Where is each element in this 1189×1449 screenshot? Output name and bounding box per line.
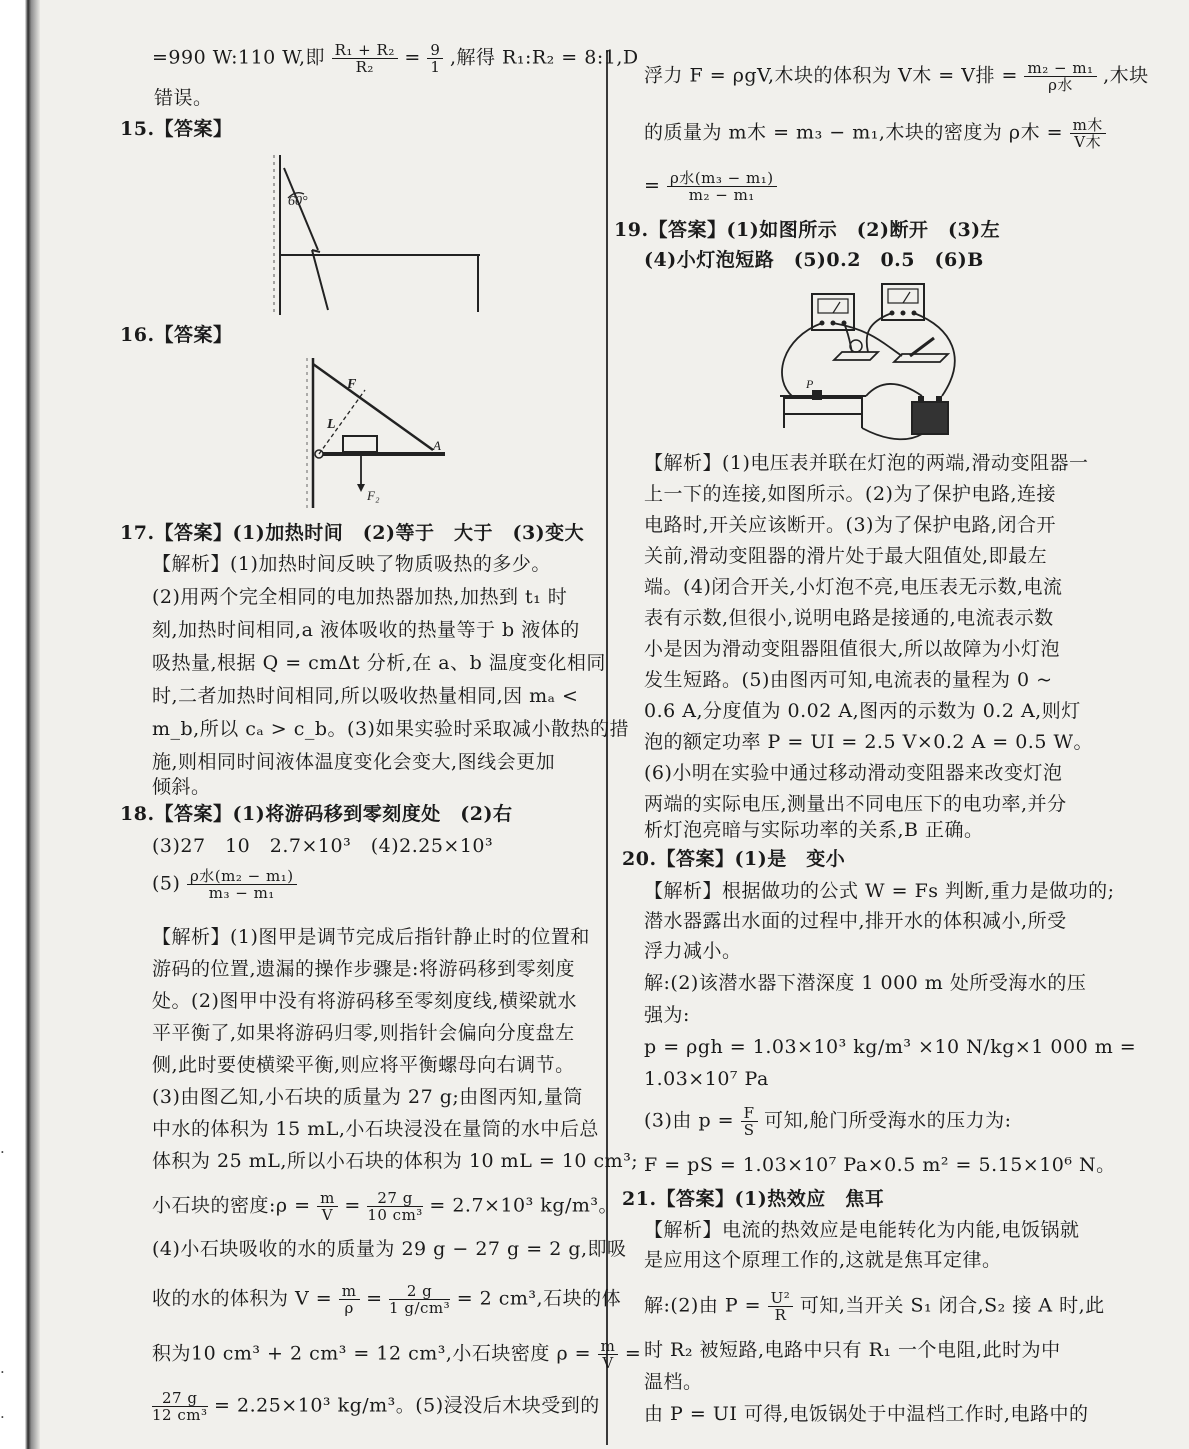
q17-line: 施,则相同时间液体温度变化会变大,图线会更加 [152, 751, 556, 773]
q18-line: 处。(2)图甲中没有将游码移至零刻度线,横梁就水 [152, 990, 577, 1012]
numerator: ρ水(m₃ − m₁) [667, 170, 777, 187]
text: 解:(2)由 P = [644, 1294, 762, 1317]
fraction [317, 1190, 338, 1223]
text: = [624, 1342, 642, 1365]
numerator: F [741, 1105, 758, 1122]
question-18-answer: 18.【答案】(1)将游码移到零刻度处 (2)右 [120, 803, 513, 825]
numerator: 27 g [367, 1190, 423, 1207]
label-F2: F₂ [367, 488, 380, 503]
numerator: m₂ − m₁ [1024, 60, 1096, 77]
q21-line: 时 R₂ 被短路,电路中只有 R₁ 一个电阻,此时为中 [644, 1339, 1061, 1361]
text: = 2.7×10³ kg/m³。 [429, 1194, 619, 1217]
question-21-answer: 21.【答案】(1)热效应 焦耳 [622, 1188, 885, 1210]
q18-line: 平平衡了,如果将游码归零,则指针会偏向分度盘左 [152, 1022, 575, 1044]
text: = [366, 1287, 383, 1310]
q21-line: 【解析】电流的热效应是电能转化为内能,电饭锅就 [644, 1219, 1080, 1241]
q19-line: 电路时,开关应该断开。(3)为了保护电路,闭合开 [644, 514, 1056, 536]
q20-line: 潜水器露出水面的过程中,排开水的体积减小,所受 [644, 910, 1067, 932]
q17-line: 吸热量,根据 Q = cmΔt 分析,在 a、b 温度变化相同 [152, 652, 606, 674]
book-spine [0, 0, 40, 1449]
question-19-answer: 19.【答案】(1)如图所示 (2)断开 (3)左 [614, 219, 1001, 241]
text: 可知,当开关 S₁ 闭合,S₂ 接 A 时,此 [799, 1294, 1105, 1317]
q20-line: 解:(2)该潜水器下潜深度 1 000 m 处所受海水的压 [644, 972, 1087, 994]
fraction [152, 1390, 208, 1423]
question-17-answer: 17.【答案】(1)加热时间 (2)等于 大于 (3)变大 [120, 522, 585, 544]
text: 收的水的体积为 V = [152, 1287, 333, 1310]
text: (3)由 p = [644, 1109, 735, 1132]
label-A: A [433, 438, 441, 453]
denominator: V [321, 1206, 334, 1224]
q18-line [152, 1390, 600, 1423]
text: 的质量为 m木 = m₃ − m₁,木块的密度为 ρ木 = [644, 121, 1064, 144]
text: (5) [152, 872, 181, 895]
numerator: U² [768, 1290, 794, 1307]
text: ,解得 R₁:R₂ = 8:1,D [449, 46, 639, 69]
text: 浮力 F = ρgV,木块的体积为 V木 = V排 = [644, 64, 1018, 87]
numerator: m [339, 1283, 360, 1300]
denominator: V木 [1074, 133, 1102, 151]
q20-line: 【解析】根据做功的公式 W = Fs 判断,重力是做功的; [644, 880, 1115, 902]
label-F: F [347, 377, 357, 392]
denominator: S [743, 1121, 755, 1139]
q19-line: 端。(4)闭合开关,小灯泡不亮,电压表无示数,电流 [644, 576, 1063, 598]
q21-line: 温档。 [644, 1371, 703, 1393]
text: =990 W:110 W,即 [152, 46, 326, 69]
q18-line: 中水的体积为 15 mL,小石块浸没在量筒的水中后总 [152, 1118, 599, 1140]
fraction [187, 868, 297, 901]
label-L: L [327, 417, 336, 432]
q19-line: 两端的实际电压,测量出不同电压下的电功率,并分 [644, 793, 1067, 815]
q19-line: 泡的额定功率 P = UI = 2.5 V×0.2 A = 0.5 W。 [644, 731, 1093, 753]
text-line: 错误。 [154, 87, 213, 109]
angle-label: 60° [288, 194, 308, 209]
q18-volume-line [152, 1283, 621, 1316]
q19-line: (6)小明在实验中通过移动滑动变阻器来改变灯泡 [644, 762, 1063, 784]
q21-line: 由 P = UI 可得,电饭锅处于中温档工作时,电路中的 [644, 1403, 1089, 1425]
q17-line: 时,二者加热时间相同,所以吸收热量相同,因 mₐ < [152, 685, 579, 707]
text: 小石块的密度:ρ = [152, 1194, 311, 1217]
denominator: ρ [344, 1299, 354, 1317]
q17-line: 刻,加热时间相同,a 液体吸收的热量等于 b 液体的 [152, 619, 580, 641]
denominator: ρ水 [1048, 76, 1073, 94]
question-19-answer: (4)小灯泡短路 (5)0.2 0.5 (6)B [644, 249, 984, 271]
question-15-heading: 15.【答案】 [120, 118, 233, 140]
q17-line: (2)用两个完全相同的电加热器加热,加热到 t₁ 时 [152, 586, 568, 608]
q20-line: 强为: [644, 1004, 690, 1026]
text: = [404, 46, 421, 69]
q19-line: 关前,滑动变阻器的滑片处于最大阻值处,即最左 [644, 545, 1048, 567]
label-P: P [806, 377, 814, 391]
denominator: 10 cm³ [367, 1206, 423, 1224]
q18-line [152, 1338, 641, 1371]
denominator: m₂ − m₁ [688, 186, 755, 204]
q18-answer-line [152, 868, 297, 901]
q17-line: 倾斜。 [152, 776, 211, 798]
fraction [332, 42, 398, 75]
column-divider [606, 50, 608, 1445]
denominator: V [602, 1354, 614, 1372]
q19-line: 析灯泡亮暗与实际功率的关系,B 正确。 [644, 819, 984, 841]
numerator: 27 g [152, 1390, 208, 1407]
q20-line: F = pS = 1.03×10⁷ Pa×0.5 m² = 5.15×10⁶ N。 [644, 1154, 1116, 1176]
spine-mark: · [0, 1363, 5, 1381]
q18-line: (4)小石块吸收的水的质量为 29 g − 27 g = 2 g,即吸 [152, 1238, 627, 1260]
q20-pressure-line [644, 1105, 1012, 1138]
numerator: m木 [1070, 117, 1106, 134]
numerator: 2 g [389, 1283, 450, 1300]
fraction [339, 1283, 360, 1316]
q18-line: 侧,此时要使横梁平衡,则应将平衡螺母向右调节。 [152, 1054, 575, 1076]
denominator: m₃ − m₁ [208, 884, 275, 902]
text: = [644, 174, 661, 197]
q21-line: 是应用这个原理工作的,这就是焦耳定律。 [644, 1249, 1002, 1271]
text-line [644, 60, 1149, 93]
fraction [768, 1290, 794, 1323]
fraction [367, 1190, 423, 1223]
text: ,木块 [1103, 64, 1149, 87]
spine-mark: · [0, 1408, 5, 1426]
q18-density-line [152, 1190, 618, 1223]
fraction [667, 170, 777, 203]
q19-line: 小是因为滑动变阻器阻值很大,所以故障为小灯泡 [644, 638, 1061, 660]
q21-power-line [644, 1290, 1105, 1323]
fraction [427, 42, 443, 75]
text-line [644, 117, 1106, 150]
q19-line: 发生短路。(5)由图丙可知,电流表的量程为 0 ~ [644, 669, 1053, 691]
numerator: 9 [427, 42, 443, 59]
text: 可知,舱门所受海水的压力为: [764, 1109, 1012, 1132]
numerator: ρ水(m₂ − m₁) [187, 868, 297, 885]
q19-line: 上一下的连接,如图所示。(2)为了保护电路,连接 [644, 483, 1056, 505]
denominator: R₂ [355, 58, 374, 76]
question-16-heading: 16.【答案】 [120, 324, 233, 346]
fraction [1024, 60, 1096, 93]
text: = 2.25×10³ kg/m³。(5)浸没后木块受到的 [214, 1394, 600, 1417]
text-line [644, 170, 777, 203]
denominator: 1 [430, 58, 441, 76]
denominator: 12 cm³ [152, 1406, 208, 1424]
q20-line: p = ρgh = 1.03×10³ kg/m³ ×10 N/kg×1 000 m = [644, 1036, 1137, 1058]
q20-line: 浮力减小。 [644, 940, 742, 962]
q19-line: 0.6 A,分度值为 0.02 A,图丙的示数为 0.2 A,则灯 [644, 700, 1081, 722]
q18-answer-line: (3)27 10 2.7×10³ (4)2.25×10³ [152, 835, 494, 857]
q17-line: m_b,所以 cₐ > c_b。(3)如果实验时采取减小散热的措 [152, 718, 629, 740]
numerator: m [598, 1338, 619, 1355]
text: = [344, 1194, 361, 1217]
q16-lever-figure [305, 350, 455, 510]
question-20-answer: 20.【答案】(1)是 变小 [622, 848, 846, 870]
q18-line: 游码的位置,遗漏的操作步骤是:将游码移到零刻度 [152, 958, 575, 980]
numerator: R₁ + R₂ [332, 42, 398, 59]
spine-mark: · [0, 1143, 5, 1161]
q15-reflection-figure [270, 150, 490, 315]
text: = 2 cm³,石块的体 [456, 1287, 622, 1310]
q17-line: 【解析】(1)加热时间反映了物质吸热的多少。 [152, 553, 551, 575]
denominator: R [774, 1306, 787, 1324]
text: 积为10 cm³ + 2 cm³ = 12 cm³,小石块密度 ρ = [152, 1342, 592, 1365]
q20-line: 1.03×10⁷ Pa [644, 1068, 769, 1090]
fraction [1070, 117, 1106, 150]
q18-line: 【解析】(1)图甲是调节完成后指针静止时的位置和 [152, 926, 590, 948]
q18-line: (3)由图乙知,小石块的质量为 27 g;由图丙知,量筒 [152, 1086, 583, 1108]
fraction [741, 1105, 758, 1138]
denominator: 1 g/cm³ [389, 1299, 451, 1317]
q19-line: 【解析】(1)电压表并联在灯泡的两端,滑动变阻器一 [644, 452, 1089, 474]
q19-line: 表有示数,但很小,说明电路是接通的,电流表示数 [644, 607, 1054, 629]
q19-circuit-figure [772, 278, 1002, 453]
fraction [389, 1283, 450, 1316]
q18-line: 体积为 25 mL,所以小石块的体积为 10 mL = 10 cm³; [152, 1150, 639, 1172]
text-line [152, 42, 639, 75]
fraction [598, 1338, 619, 1371]
numerator: m [317, 1190, 338, 1207]
